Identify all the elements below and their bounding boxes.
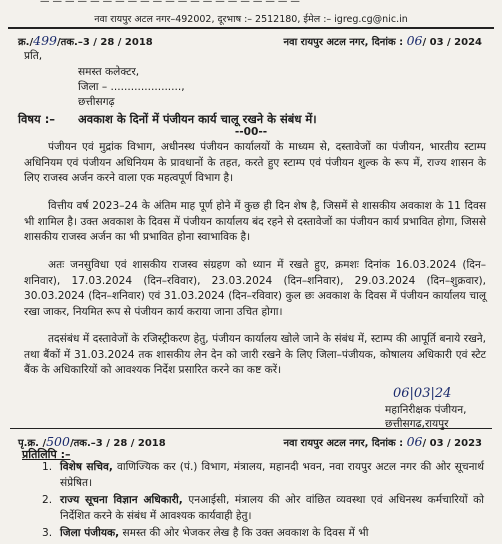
addressee-prati: प्रति, [24,50,43,62]
copy-item-recipient: विशेष सचिव, [60,461,113,473]
reference-row [18,33,482,48]
endorsement-date [284,434,483,449]
endorsement-suffix: /तक.–3 / 28 / 2018 [69,438,166,449]
copy-item-text: वाणिज्यिक कर (पं.) विभाग, मंत्रालय, महानदी भवन, नवा रायपुर अटल नगर की ओर सूचनार्थ संप्रेषित। [60,461,484,489]
list-item [42,526,484,542]
paragraph-3 [24,258,486,320]
paragraph-1-text: पंजीयन एवं मुद्रांक विभाग, अधीनस्थ पंजीयन कार्यालयों के माध्यम से, दस्तावेजों का पंजीयन, भारतीय स्टाम्प अधिनियम एवं पंजीयन अधिनियम के प्रावधानों के तहत, करते हुए स्टाम्प एवं पंजीयन शुल्क के रूप में, राज्य शासन के लिए राजस्व अर्जन करने वाला एक महत्वपूर्ण विभाग है। [24,141,486,184]
copy-item-recipient: जिला पंजीयक, [60,527,120,539]
endorsement-date-handwritten: 06 [406,434,423,449]
copy-list [42,460,484,544]
paragraph-4-text: तदसंबंध में दस्तावेजों के रजिस्ट्रीकरण हेतु, पंजीयन कार्यालय खोले जाने के संबंध में, स्टाम्प की आपूर्ति बनाये रखने, तथा बैंकों में 31.03.2024 तक शासकीय लेन देन को जारी रखने के लिए जिला–पंजीयक, कोषालय अधिकारी एवं स्टेट बैंक के अधिकारियों को आवश्यक निर्देश प्रसारित करने का कष्ट करें। [24,333,486,376]
copy-item-text: एनआईसी, मंत्रालय की ओर वांछित व्यवस्था एवं अधिनस्थ कर्मचारियों को निर्देशित करने के संबंध में आवश्यक कार्यवाही हेतु। [60,494,484,522]
ref-prefix: क्र./ [18,37,34,48]
copy-item-text: समस्त की ओर भेजकर लेख है कि उक्त अवकाश के दिवस में भी [119,527,369,539]
copy-item-number: 1. [42,461,53,473]
list-item [42,460,484,491]
copy-item-recipient: राज्य सूचना विज्ञान अधिकारी, [60,494,183,506]
addressee-line1: समस्त कलेक्टर, [78,66,140,78]
ref-suffix: /तक.–3 / 28 / 2018 [57,37,153,48]
subject-text: अवकाश के दिनों में पंजीयन कार्य चालू रखने के संबंध में। [78,112,317,126]
signature-handwritten: 06|03|24 [393,386,452,401]
signature-place: छत्तीसगढ़,रायपुर [385,418,449,430]
header-address: नवा रायपुर अटल नगर–492002, दूरभाष :– 2512180, ईमेल :– igreg.cg@nic.in [94,14,408,25]
separator: --00-- [234,126,268,138]
subject-label: विषय :– [18,112,56,126]
ref-date [284,33,483,48]
copy-item-number: 3. [42,527,53,539]
paragraph-2 [24,199,486,246]
addressee-line3: छत्तीसगढ़ [78,96,115,108]
paragraph-4 [24,332,486,379]
ref-place-date-label: नवा रायपुर अटल नगर, दिनांक : [283,37,404,48]
ref-date-handwritten: 06 [406,33,423,48]
endorsement-date-suffix: / 03 / 2023 [422,438,482,449]
header-rule [8,27,494,29]
endorsement-rule [10,428,492,429]
endorsement-place-date-label: नवा रायपुर अटल नगर, दिनांक : [283,438,404,449]
copy-label: प्रतिलिपि :– [22,448,71,461]
endorsement-row [18,434,482,449]
addressee-line2: जिला – ....................., [78,81,185,93]
paragraph-1 [24,140,486,187]
endorsement-prefix: पृ.क्र. / [18,438,47,449]
endorsement-number-handwritten: 500 [46,434,70,449]
ref-number [18,33,153,48]
ref-number-handwritten: 499 [33,33,57,48]
signature-designation: महानिरीक्षक पंजीयन, [385,404,467,416]
list-item [42,493,484,524]
ref-date-suffix: / 03 / 2024 [422,37,482,48]
header-top-partial: — — — — — — — — — — — — — — — — — — — — — [40,0,300,7]
signature-block [385,386,467,431]
paragraph-2-text: वित्तीय वर्ष 2023–24 के अंतिम माह पूर्ण होने में कुछ ही दिन शेष है, जिसमें से शासकीय अवकाश के 11 दिवस भी शामिल है। उक्त अवकाश के दिवस में पंजीयन कार्यालय बंद रहने से दस्तावेजों का पंजीयन कार्य प्रभावित होगा, जिससे शासकीय राजस्व अर्जन का भी प्रभावित होना स्वाभाविक है। [24,200,486,243]
paragraph-3-text: अतः जनसुविधा एवं शासकीय राजस्व संग्रहण को ध्यान में रखते हुए, क्रमशः दिनांक 16.03.2024 (दिन–शनिवार), 17.03.2024 (दिन–रविवार), 23.03.2024 (दिन–शनिवार), 29.03.2024 (दिन–शुक्रवार), 30.03.2024 (दिन–शनिवार) एवं 31.03.2024 (दिन–रविवार) कुल छः अवकाश के दिवस में पंजीयन कार्यालय चालू रखा जाकर, नियमित रूप से पंजीयन कार्य कराया जाना उचित होगा। [24,259,486,318]
copy-item-number: 2. [42,494,53,506]
